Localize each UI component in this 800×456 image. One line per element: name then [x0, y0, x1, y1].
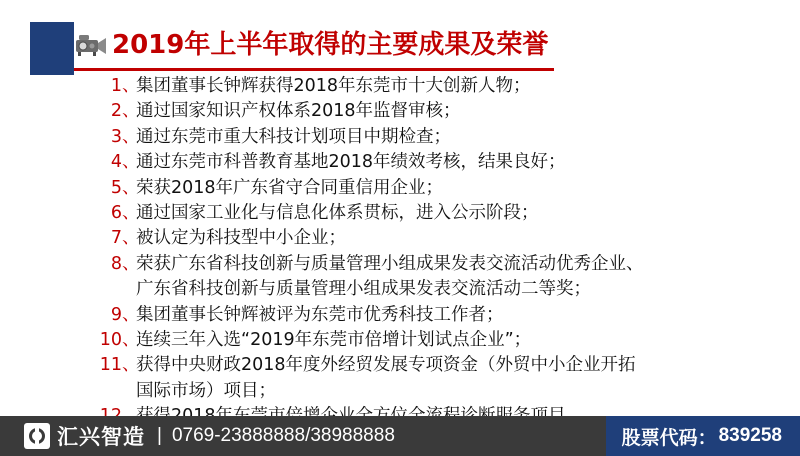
list-item-separator: 、 [122, 76, 140, 96]
list-item-text: 通过东莞市重大科技计划项目中期检查； [136, 126, 451, 147]
footer-divider: | [157, 425, 162, 446]
list-item-text: 集团董事长钟辉获得2018年东莞市十大创新人物； [136, 76, 531, 96]
list-item-separator: 、 [122, 355, 140, 376]
page-title: 2019年上半年取得的主要成果及荣誉 [112, 30, 549, 60]
list-item-text-line2: 广东省科技创新与质量管理小组成果发表交流活动二等奖； [136, 279, 591, 300]
list-item-separator: 、 [122, 152, 140, 173]
list-item [82, 353, 782, 404]
list-item-number: 5 [110, 177, 122, 198]
list-item [82, 201, 782, 226]
stock-code-block [606, 416, 800, 456]
stock-code-label: 股票代码： [621, 426, 717, 449]
list-item-number: 6 [110, 203, 122, 224]
list-item-text: 荣获2018年广东省守合同重信用企业； [136, 177, 444, 198]
list-item-text-line1: 荣获广东省科技创新与质量管理小组成果发表交流活动优秀企业、 [136, 253, 644, 274]
list-item-separator: 、 [122, 253, 140, 274]
list-item-text [136, 353, 782, 404]
title-accent-bar [30, 22, 74, 67]
list-item-text: 通过国家工业化与信息化体系贯标，进入公示阶段； [136, 203, 539, 224]
list-item [82, 252, 782, 303]
slide-title-row [74, 22, 780, 68]
list-item [82, 303, 782, 328]
list-item [82, 176, 782, 201]
projector-icon [74, 30, 108, 60]
list-item [82, 125, 782, 150]
list-item-separator: 、 [122, 101, 140, 122]
list-item-text: 通过东莞市科普教育基地2018年绩效考核，结果良好； [136, 152, 566, 173]
list-item-text: 集团董事长钟辉被评为东莞市优秀科技工作者； [136, 304, 504, 325]
list-item-number: 8 [110, 253, 122, 274]
list-item-text: 连续三年入选“2019年东莞市倍增计划试点企业”； [136, 330, 532, 351]
list-item [82, 226, 782, 251]
company-name: 汇兴智造 [57, 425, 145, 449]
list-item-separator: 、 [122, 330, 140, 351]
list-item [82, 74, 782, 99]
list-item-number: 11 [99, 355, 122, 376]
list-item-number: 7 [110, 228, 122, 249]
list-item-number: 3 [110, 126, 122, 147]
list-item [82, 328, 782, 353]
company-logo-icon [24, 423, 50, 449]
achievement-list [82, 74, 782, 430]
list-item-separator: 、 [122, 304, 140, 325]
list-item-text: 通过国家知识产权体系2018年监督审核； [136, 101, 461, 122]
list-item-separator: 、 [122, 126, 140, 147]
list-item-number: 4 [110, 152, 122, 173]
list-item [82, 99, 782, 124]
list-item-text-line1: 获得中央财政2018年度外经贸发展专项资金（外贸中小企业开拓 [136, 355, 636, 376]
list-item-text: 被认定为科技型中小企业； [136, 228, 346, 249]
footer-phone: 0769-23888888/38988888 [171, 425, 395, 446]
list-item-separator: 、 [122, 177, 140, 198]
list-item-text-line2: 国际市场）项目； [136, 380, 276, 401]
list-item-text [136, 252, 782, 303]
list-item-number: 9 [110, 304, 122, 325]
company-logo [24, 421, 145, 451]
list-item-number: 2 [110, 101, 122, 122]
stock-code-value: 839258 [718, 425, 782, 446]
title-accent-bar-lower [30, 67, 74, 75]
list-item-number: 10 [99, 330, 122, 351]
slide-footer [0, 416, 800, 456]
list-item-number: 1 [110, 76, 122, 96]
title-underline [74, 68, 554, 71]
list-item-separator: 、 [122, 228, 140, 249]
list-item [82, 150, 782, 175]
list-item-separator: 、 [122, 203, 140, 224]
